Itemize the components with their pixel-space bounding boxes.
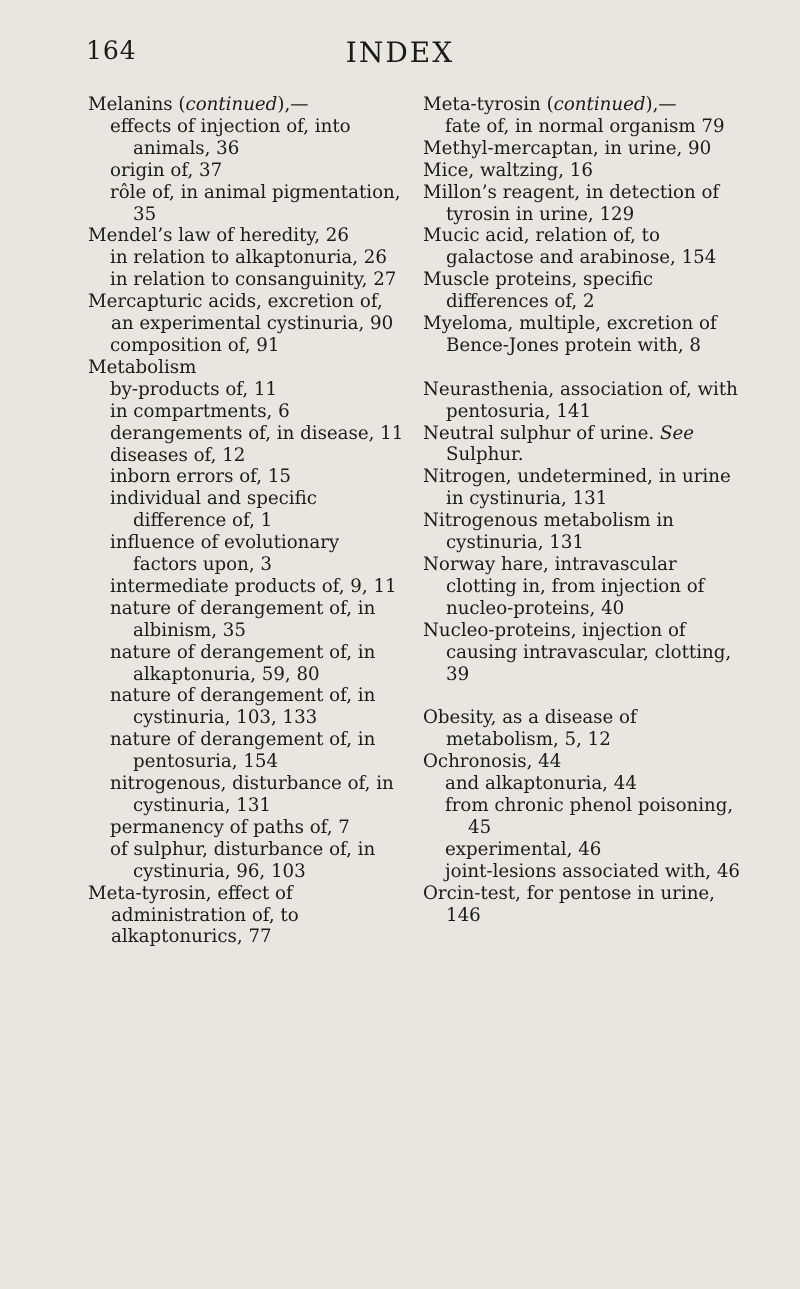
index-entry: Melanins (continued),— <box>88 94 309 115</box>
index-entry: Muscle proteins, specific differences of, 2 <box>423 269 654 313</box>
index-column-right <box>423 94 741 926</box>
index-subentry: effects of injection of, into animals, 36 <box>110 115 351 159</box>
index-entry: Mucic acid, relation of, to galactose and arabinose, 154 <box>423 225 717 269</box>
index-subentry: rôle of, in animal pigmentation, 35 <box>110 181 401 225</box>
index-subentry: individual and specific difference of, 1 <box>110 488 317 532</box>
index-entry: Ochronosis, 44 <box>423 751 562 773</box>
index-entry <box>423 423 741 467</box>
entry-tail: ,— <box>652 94 677 115</box>
index-subentry: in relation to consanguinity, 27 <box>110 269 397 291</box>
index-subentry: fate of, in normal organism 79 <box>445 115 725 137</box>
index-entry: Mice, waltzing, 16 <box>423 159 593 181</box>
index-subentry: in compartments, 6 <box>110 400 290 422</box>
index-entry: Neurasthenia, association of, with pentosuria, 141 <box>423 378 738 422</box>
index-entry: Millon’s reagent, in detection of tyrosin in urine, 129 <box>423 181 720 225</box>
index-subentry: nature of derangement of, in pentosuria, 154 <box>110 729 376 773</box>
index-entry: Mendel’s law of heredity, 26 <box>88 225 349 247</box>
entry-gap <box>423 357 741 379</box>
index-entry: Obesity, as a disease of metabolism, 5, 12 <box>423 707 637 751</box>
index-entry: Nucleo-proteins, injection of causing intravascular, clotting, 39 <box>423 619 732 685</box>
page-title: INDEX <box>345 36 455 69</box>
page-header <box>0 36 800 72</box>
index-entry: Nitrogen, undetermined, in urine in cystinuria, 131 <box>423 466 731 510</box>
entry-tail: ,— <box>284 94 309 115</box>
index-entry: Myeloma, multiple, excretion of Bence-Jones protein with, 8 <box>423 313 717 356</box>
index-entry: Nitrogenous metabolism in cystinuria, 131 <box>423 510 674 554</box>
entry-italic: continued <box>185 94 278 115</box>
index-entry: Meta-tyrosin, effect of administration of, to alkaptonurics, 77 <box>88 882 299 948</box>
index-subentry: of sulphur, disturbance of, in cystinuria, 96, 103 <box>110 838 376 882</box>
index-subentry: inborn errors of, 15 <box>110 466 291 488</box>
index-subentry: intermediate products of, 9, 11 <box>110 575 397 597</box>
entry-italic: See <box>659 422 694 444</box>
index-entry: Metabolism <box>88 356 197 378</box>
entry-head: Meta-tyrosin <box>423 94 541 115</box>
index-entry: Methyl-mercaptan, in urine, 90 <box>423 137 712 159</box>
index-subentry: experimental, 46 <box>445 838 602 860</box>
index-subentry: origin of, 37 <box>110 159 223 181</box>
index-subentry: from chronic phenol poisoning, 45 <box>445 794 734 838</box>
entry-italic: continued <box>553 94 646 115</box>
index-subentry: by-products of, 11 <box>110 378 278 400</box>
entry-head: Neutral sulphur of urine. <box>423 422 660 444</box>
entry-head: Melanins <box>88 94 173 115</box>
index-subentry: in relation to alkaptonuria, 26 <box>110 247 387 269</box>
index-subentry: joint-lesions associated with, 46 <box>445 860 740 882</box>
index-entry: Norway hare, intravascular clotting in, from injection of nucleo-proteins, 40 <box>423 554 705 619</box>
index-entry: Orcin-test, for pentose in urine, 146 <box>423 882 715 926</box>
page-number: 164 <box>86 36 137 65</box>
index-entry: Meta-tyrosin (continued),— <box>423 94 677 115</box>
entry-tail: Sulphur. <box>446 444 524 466</box>
index-subentry: influence of evolutionary factors upon, 3 <box>110 532 340 576</box>
index-subentry: nature of derangement of, in alkaptonuria, 59, 80 <box>110 641 376 685</box>
index-subentry: and alkaptonuria, 44 <box>445 773 637 795</box>
index-subentry: diseases of, 12 <box>110 444 246 466</box>
index-subentry: nature of derangement of, in albinism, 35 <box>110 597 376 641</box>
index-subentry: composition of, 91 <box>110 334 280 356</box>
index-column-left <box>88 94 406 948</box>
index-subentry: nitrogenous, disturbance of, in cystinuria, 131 <box>110 773 394 816</box>
index-subentry: derangements of, in disease, 11 <box>110 422 404 444</box>
entry-gap <box>423 685 741 707</box>
index-subentry: permanency of paths of, 7 <box>110 816 350 838</box>
index-subentry: nature of derangement of, in cystinuria, 103, 133 <box>110 685 376 729</box>
index-entry: Mercapturic acids, excretion of, an experimental cystinuria, 90 <box>88 291 394 335</box>
